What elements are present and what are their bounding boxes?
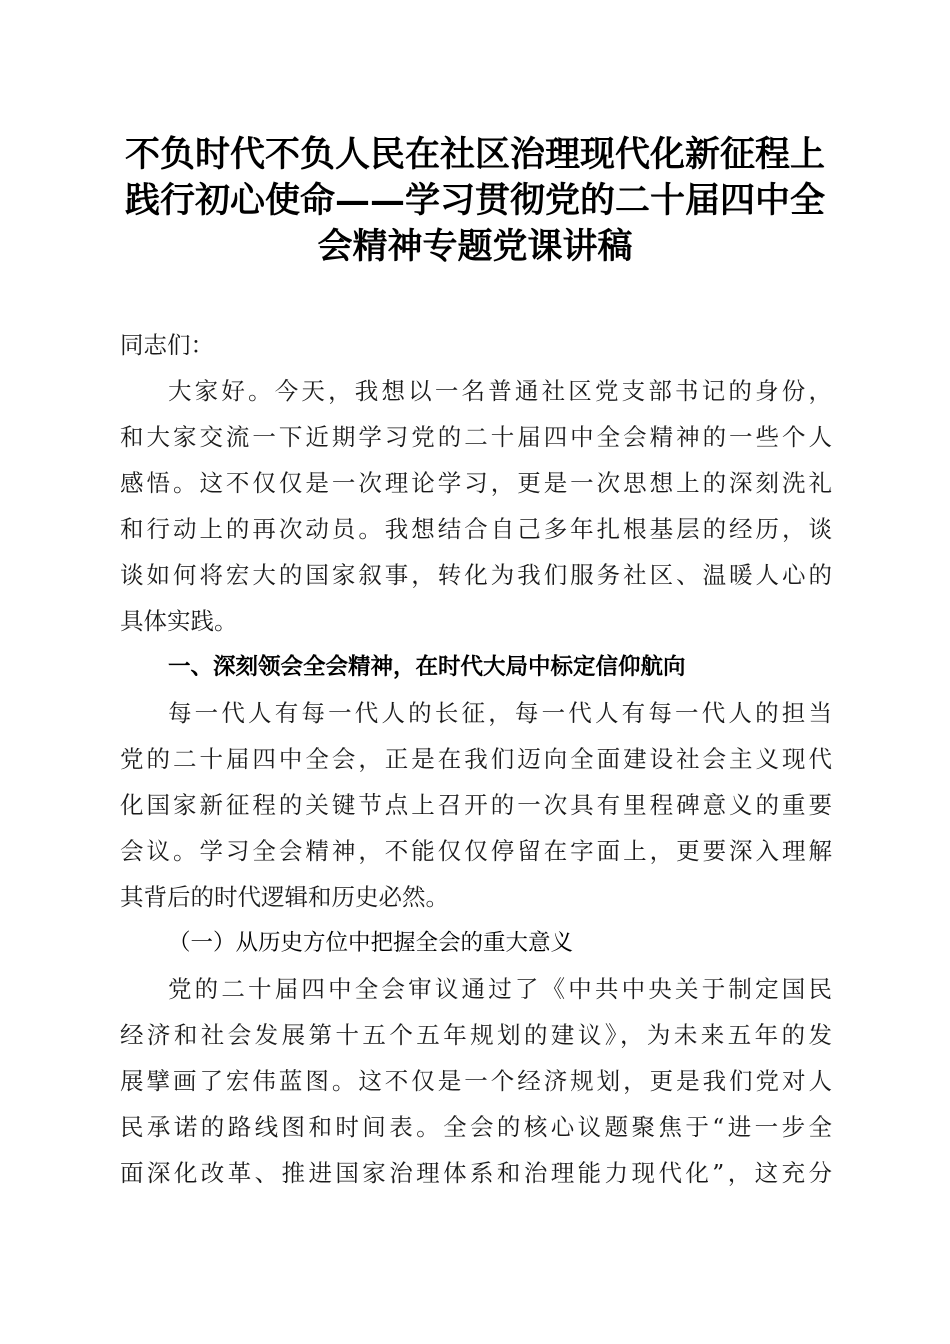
paragraph-1-line: 和行动上的再次动员。我想结合自己多年扎根基层的经历，谈 (120, 515, 832, 543)
paragraph-1-line: 具体实践。 (120, 607, 238, 635)
section-1-heading: 一、深刻领会全会精神，在时代大局中标定信仰航向 (168, 654, 686, 680)
paragraph-1-line: 感悟。这不仅仅是一次理论学习，更是一次思想上的深刻洗礼 (120, 469, 832, 497)
paragraph-3-line: 经济和社会发展第十五个五年规划的建议》，为未来五年的发 (120, 1021, 832, 1049)
title-line-2: 践行初心使命——学习贯彻党的二十届四中全 (124, 180, 825, 221)
title-line-1: 不负时代不负人民在社区治理现代化新征程上 (124, 134, 825, 175)
subsection-1-heading: （一）从历史方位中把握全会的重大意义 (168, 930, 574, 956)
title-line-3: 会精神专题党课讲稿 (317, 226, 633, 267)
paragraph-2-line: 化国家新征程的关键节点上召开的一次具有里程碑意义的重要 (120, 791, 832, 819)
document-body (120, 322, 832, 1196)
salutation: 同志们： (120, 331, 214, 359)
document-title (110, 132, 840, 270)
paragraph-3-line: 党的二十届四中全会审议通过了《中共中央关于制定国民 (168, 975, 832, 1003)
paragraph-2-line: 其背后的时代逻辑和历史必然。 (120, 883, 449, 911)
paragraph-3-line: 展擘画了宏伟蓝图。这不仅是一个经济规划，更是我们党对人 (120, 1067, 832, 1095)
paragraph-2-line: 党的二十届四中全会，正是在我们迈向全面建设社会主义现代 (120, 745, 832, 773)
paragraph-3-line: 面深化改革、推进国家治理体系和治理能力现代化”，这充分 (120, 1159, 832, 1187)
paragraph-3-line: 民承诺的路线图和时间表。全会的核心议题聚焦于“进一步全 (120, 1113, 832, 1141)
paragraph-2-line: 会议。学习全会精神，不能仅仅停留在字面上，更要深入理解 (120, 837, 832, 865)
paragraph-1-line: 大家好。今天，我想以一名普通社区党支部书记的身份， (168, 377, 832, 405)
paragraph-1-line: 和大家交流一下近期学习党的二十届四中全会精神的一些个人 (120, 423, 832, 451)
paragraph-1-line: 谈如何将宏大的国家叙事，转化为我们服务社区、温暖人心的 (120, 561, 832, 589)
paragraph-2-line: 每一代人有每一代人的长征，每一代人有每一代人的担当 (168, 699, 832, 727)
